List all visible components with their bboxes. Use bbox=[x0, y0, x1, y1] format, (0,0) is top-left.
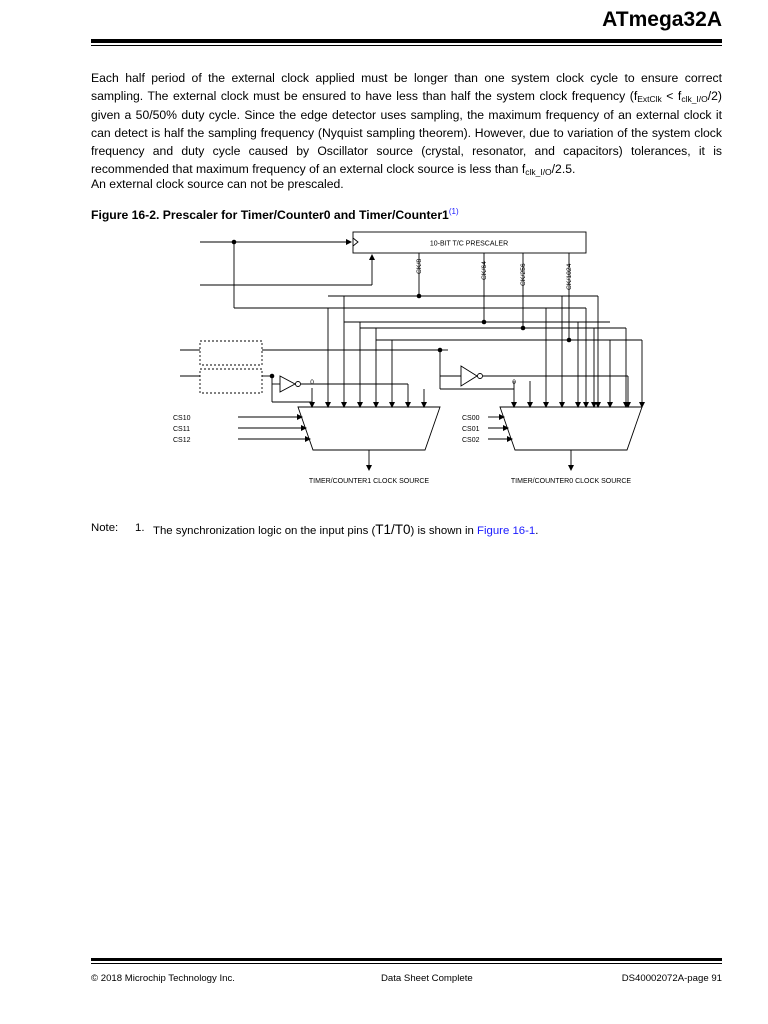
cs02-label: CS02 bbox=[462, 437, 480, 444]
body-paragraph-2: An external clock source can not be prescaled. bbox=[91, 177, 344, 191]
prescaler-label: 10-BIT T/C PRESCALER bbox=[429, 240, 509, 248]
cs01-label: CS01 bbox=[462, 426, 480, 433]
timer0-clock-source-label: TIMER/COUNTER0 CLOCK SOURCE bbox=[510, 478, 632, 485]
cs12-label: CS12 bbox=[173, 437, 191, 444]
tap-label-ck64: CK/64 bbox=[481, 261, 488, 280]
figure-caption: Figure 16-2. Prescaler for Timer/Counter0 and Timer/Counter1$^{(1)}$ bbox=[91, 207, 459, 222]
footer-rule bbox=[91, 958, 722, 961]
header-rule bbox=[91, 39, 722, 43]
note-number: 1. bbox=[135, 522, 145, 534]
cs10-label: CS10 bbox=[173, 415, 191, 422]
header-title: ATmega32A bbox=[602, 8, 722, 31]
timer1-clock-source-label: TIMER/COUNTER1 CLOCK SOURCE bbox=[308, 478, 430, 485]
note-text: The synchronization logic on the input pins (T1/T0) is shown in Figure 16-1. bbox=[153, 522, 539, 537]
tap-label-ck1024: CK/1024 bbox=[566, 263, 573, 290]
footer-rule-thin bbox=[91, 963, 722, 964]
footer-copyright: © 2018 Microchip Technology Inc. bbox=[91, 973, 235, 984]
cs11-label: CS11 bbox=[173, 426, 190, 433]
footnote-link[interactable]: (1) bbox=[448, 207, 459, 216]
inverter-1 bbox=[280, 376, 295, 392]
zero-label-mux0: 0 bbox=[512, 379, 516, 386]
body-paragraph-1: Each half period of the external clock applied must be longer than one system clock cycle to ensure correct sampling. The external clock must be ensured to have less than half the system clock frequency $(f_{ExtClk} < f_{clk\_I/O}/2)$ given a 50/50% duty cycle. Since the edge detector uses sampling, the maximum frequency of an external clock it can detect is half the sampling frequency (Nyquist sampling theorem). However, due to variation of the system clock frequency and duty cycle caused by Oscillator source (crystal, resonator, and capacitors) tolerances, it is recommended that maximum frequency of an external clock source is less than $f_{clk\_I/O}/2.5$. bbox=[91, 71, 722, 178]
tap-label-ck256: CK/256 bbox=[520, 263, 527, 286]
footer-page-number: DS40002072A-page 91 bbox=[621, 973, 722, 984]
note-label: Note: bbox=[91, 522, 119, 534]
sync-block-t1 bbox=[200, 341, 262, 365]
figure-note bbox=[91, 522, 539, 537]
cs00-label: CS00 bbox=[462, 415, 480, 422]
zero-label-mux1: 0 bbox=[310, 379, 314, 386]
mux-timer-counter1 bbox=[298, 407, 440, 450]
tap-label-ck8: CK/8 bbox=[416, 258, 423, 274]
prescaler-clock-triangle bbox=[353, 238, 358, 246]
sync-block-t0 bbox=[200, 369, 262, 393]
mux-timer-counter0 bbox=[500, 407, 642, 450]
figure-16-1-link[interactable]: Figure 16-1 bbox=[477, 525, 536, 537]
footer-doc-title: Data Sheet Complete bbox=[381, 973, 473, 984]
inverter-0 bbox=[461, 366, 477, 386]
prescaler-diagram bbox=[168, 226, 648, 494]
header-rule-thin bbox=[91, 45, 722, 46]
